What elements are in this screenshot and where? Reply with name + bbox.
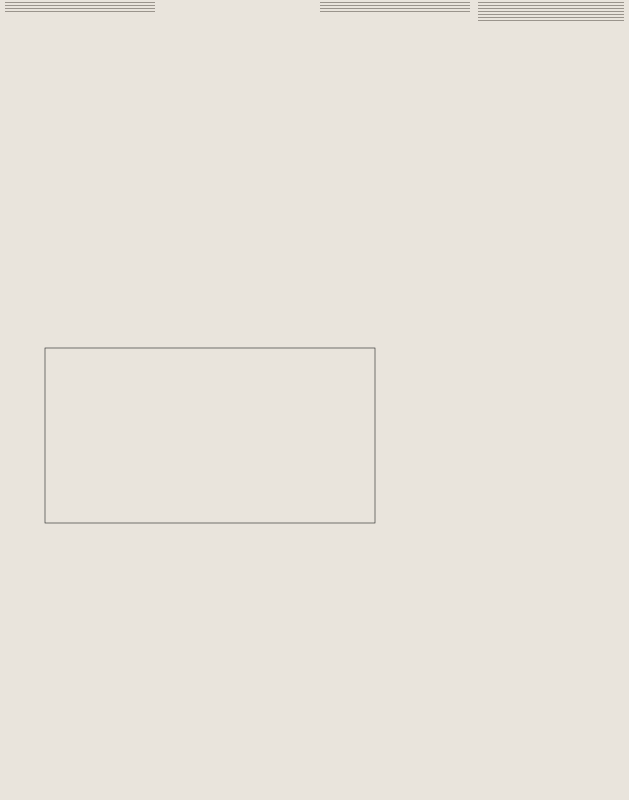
diagram-border-stitches [45, 348, 375, 523]
divider [478, 17, 624, 18]
divider [5, 11, 155, 12]
divider [478, 20, 624, 21]
column-389-27 [5, 0, 155, 14]
divider [478, 14, 624, 15]
divider [5, 5, 155, 6]
divider [320, 8, 470, 9]
diagram-frame [45, 348, 375, 523]
divider [5, 8, 155, 9]
divider [5, 2, 155, 3]
divider [320, 2, 470, 3]
column-389-29 [478, 0, 624, 23]
divider [320, 5, 470, 6]
divider [478, 5, 624, 6]
divider [320, 11, 470, 12]
crochet-diagram-389-26 [20, 572, 460, 800]
divider [478, 11, 624, 12]
divider [478, 2, 624, 3]
column-389-28 [320, 0, 470, 14]
column-continuation [163, 0, 308, 2]
crochet-diagram-389-25 [20, 318, 390, 558]
divider [478, 8, 624, 9]
